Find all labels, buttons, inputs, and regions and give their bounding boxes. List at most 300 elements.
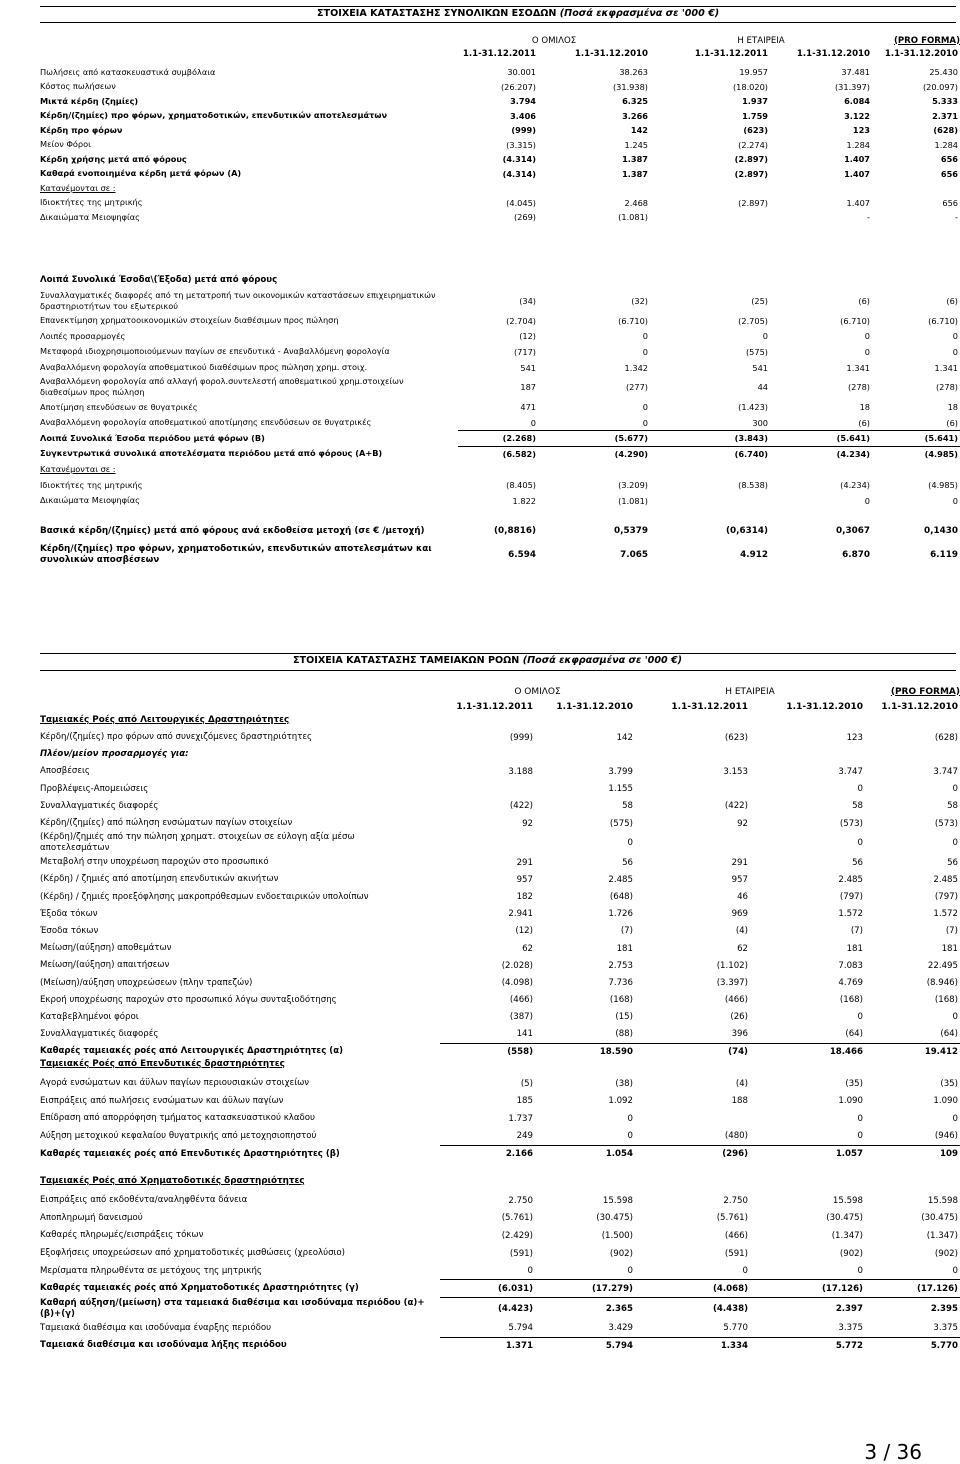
row-value: 38.263: [619, 67, 648, 78]
row-value: (4.985): [928, 480, 958, 491]
company-label: Η ΕΤΑΙΡΕΙΑ: [737, 35, 785, 46]
row-label: Εισπράξεις από εκδοθέντα/αναληφθέντα δάνεια: [40, 1195, 248, 1206]
cf-title-rule: [40, 670, 956, 671]
table-row: [0, 65, 960, 80]
row-value: 0: [642, 402, 648, 413]
row-value: (422): [724, 801, 748, 812]
table-row: [0, 906, 960, 923]
title-rule: [40, 22, 956, 23]
row-value: (26.207): [500, 81, 536, 92]
table-row: [0, 1075, 960, 1093]
row-value: 541: [752, 362, 768, 373]
row-value: [538, 462, 650, 478]
row-value: 15.598: [832, 1195, 863, 1206]
cf-proforma-label: (PRO FORMA): [890, 686, 960, 697]
row-value: (6.031): [440, 1280, 535, 1298]
row-value: (5.641): [872, 431, 960, 447]
row-label: Συναλλαγματικές διαφορές: [40, 1029, 159, 1040]
row-value: 5.333: [932, 96, 958, 107]
cf-period-row: [0, 699, 960, 714]
table-row: [0, 1210, 960, 1228]
row-value: 2.397: [750, 1298, 865, 1320]
table-row: [0, 781, 960, 798]
row-value: (6.710): [618, 315, 648, 326]
row-value: 2.941: [508, 909, 533, 920]
row-value: 0: [642, 346, 648, 357]
row-value: (5.641): [770, 431, 872, 447]
row-value: (88): [615, 1029, 633, 1040]
table-row: [0, 1128, 960, 1146]
row-value: (1.081): [618, 495, 648, 506]
row-value: 0: [642, 417, 648, 428]
row-label: Καθαρή αύξηση/(μείωση) στα ταμειακά διαθέσιμα και ισοδύναμα περιόδου (α)+(β)+(γ): [40, 1297, 425, 1319]
row-value: 5.770: [865, 1337, 960, 1355]
row-label: Μεταβολή στην υποχρέωση παροχών στο προσωπικό: [40, 857, 269, 868]
row-value: 396: [731, 1029, 748, 1040]
table-row: [0, 313, 960, 329]
table-row: [0, 415, 960, 431]
row-value: 92: [737, 818, 748, 829]
row-value: 0: [952, 331, 958, 342]
row-value: (1.347): [831, 1230, 863, 1241]
row-value: [635, 746, 750, 763]
row-label: Ιδιοκτήτες της μητρικής: [40, 479, 143, 490]
period-header: 1.1-31.12.2010: [884, 48, 959, 59]
row-value: 1.822: [512, 495, 536, 506]
row-value: [440, 746, 535, 763]
row-value: (6): [946, 296, 958, 306]
cf-group-label: Ο ΟΜΙΛΟΣ: [514, 686, 561, 697]
row-label: (Κέρδη)/ζημιές από την πώληση χρηματ. στοιχείων σε εύλογη αξία μέσω αποτελεσμάτων: [40, 832, 355, 854]
row-value: 185: [516, 1096, 533, 1107]
row-value: 142: [616, 732, 633, 743]
ebitda-value: 7.065: [620, 550, 648, 560]
row-value: 1.387: [622, 154, 648, 165]
row-value: 181: [846, 943, 863, 954]
row-value: 0: [527, 1265, 533, 1276]
operating-table: [0, 729, 960, 1060]
row-label: Εκροή υποχρέωσης παροχών στο προσωπικό λόγω συνταξιοδότησης: [40, 994, 337, 1005]
row-value: 656: [940, 154, 958, 165]
row-value: 957: [731, 874, 748, 885]
row-label: Ιδιοκτήτες της μητρικής: [40, 197, 143, 208]
table-row: [0, 399, 960, 415]
row-value: (2.028): [501, 960, 533, 971]
eps-value: 0,5379: [614, 526, 648, 536]
eps-value: (0,8816): [494, 526, 536, 536]
table-row: [0, 1298, 960, 1320]
row-value: 656: [942, 197, 958, 208]
row-value: (74): [635, 1043, 750, 1060]
row-value: 541: [520, 362, 536, 373]
row-value: (628): [934, 732, 958, 743]
row-value: 22.495: [927, 960, 958, 971]
row-label: Αποτίμηση επενδύσεων σε θυγατρικές: [40, 401, 198, 412]
row-value: [635, 781, 750, 798]
row-value: (26): [730, 1012, 748, 1023]
row-label: Επίδραση από απορρόφηση τμήματος κατασκευαστικού κλαδου: [40, 1113, 315, 1124]
row-value: 15.598: [602, 1195, 633, 1206]
row-label: Καθαρές ταμειακές ροές από Λειτουργικές Δραστηριότητες (α): [40, 1046, 344, 1057]
table-row: [0, 746, 960, 763]
row-value: (3.209): [618, 480, 648, 491]
row-value: (5.761): [501, 1213, 533, 1224]
row-label: Αγορά ενσώματων και άϋλων παγίων περιουσιακών στοιχείων: [40, 1078, 310, 1089]
row-value: 6.325: [622, 96, 648, 107]
table-row: [0, 1145, 960, 1163]
row-value: [770, 181, 872, 196]
row-value: 1.342: [624, 362, 648, 373]
row-value: (6): [858, 296, 870, 306]
row-value: 0: [742, 1265, 748, 1276]
row-value: 187: [520, 382, 536, 393]
cf-period-header: 1.1-31.12.2010: [556, 701, 634, 712]
row-value: (1.347): [926, 1230, 958, 1241]
row-value: 1.371: [440, 1337, 535, 1355]
row-value: 0: [857, 1012, 863, 1023]
period-header: 1.1-31.12.2011: [462, 48, 536, 59]
table-row: [0, 138, 960, 153]
row-value: (4.068): [635, 1280, 750, 1298]
row-value: 0: [627, 1113, 633, 1124]
row-value: 123: [846, 732, 863, 743]
row-value: 3.375: [933, 1323, 958, 1334]
row-value: 0: [627, 1131, 633, 1142]
row-value: (64): [940, 1029, 958, 1040]
row-value: (3.397): [716, 978, 748, 989]
table-row: [0, 152, 960, 167]
row-value: [635, 832, 750, 854]
row-value: 46: [737, 892, 748, 903]
row-value: 2.371: [932, 110, 958, 121]
row-value: (34): [519, 296, 536, 306]
row-value: (269): [513, 212, 536, 223]
row-value: (902): [934, 1248, 958, 1259]
table-row: [0, 798, 960, 815]
row-value: 1.407: [844, 154, 870, 165]
row-value: 56: [947, 857, 958, 868]
row-value: 471: [520, 402, 536, 413]
table-row: [0, 109, 960, 124]
row-value: 58: [852, 801, 863, 812]
row-value: 1.759: [742, 110, 768, 121]
row-value: 141: [516, 1029, 533, 1040]
row-value: 0: [857, 1265, 863, 1276]
row-value: -: [867, 212, 870, 223]
table-row: [0, 344, 960, 360]
row-value: (3.315): [506, 139, 536, 150]
row-value: -: [955, 212, 958, 223]
row-value: 1.334: [635, 1337, 750, 1355]
row-value: 3.153: [723, 766, 748, 777]
row-value: 123: [852, 125, 870, 136]
row-label: Εξοφλήσεις υποχρεώσεων από χρηματοδοτικές μισθώσεις (χρεολύσιο): [40, 1248, 346, 1259]
row-value: 181: [941, 943, 958, 954]
row-value: 0: [864, 331, 870, 342]
row-value: 0: [530, 417, 536, 428]
row-value: 3.747: [838, 766, 863, 777]
row-value: 1.284: [934, 139, 958, 150]
row-value: (35): [845, 1078, 863, 1089]
table-row: [0, 196, 960, 211]
row-value: 2.166: [440, 1145, 535, 1163]
oci-heading: Λοιπά Συνολικά Έσοδα\(Έξοδα) μετά από φόρους: [40, 275, 278, 285]
table-row: [0, 289, 960, 313]
row-value: (38): [615, 1078, 633, 1089]
table-row: [0, 974, 960, 991]
table-row: [0, 889, 960, 906]
row-value: (5.761): [716, 1213, 748, 1224]
row-value: (4): [735, 926, 748, 937]
row-value: 0: [864, 346, 870, 357]
operating-heading: Ταμειακές Ροές από Λειτουργικές Δραστηριότητες: [40, 715, 290, 725]
cf-period-header: 1.1-31.12.2011: [456, 701, 533, 712]
row-value: 2.395: [865, 1298, 960, 1320]
row-value: 2.485: [608, 874, 633, 885]
row-value: 6.084: [844, 96, 870, 107]
table-row: [0, 1337, 960, 1355]
table-row: [0, 1227, 960, 1245]
row-label: Κέρδη/(ζημίες) προ φόρων, χρηματοδοτικών, επενδυτικών αποτελεσμάτων: [40, 110, 388, 121]
row-value: 1.155: [608, 784, 633, 795]
row-value: (6): [858, 417, 870, 428]
row-value: (7): [620, 926, 633, 937]
row-label: Ταμειακά διαθέσιμα και ισοδύναμα έναρξης περιόδου: [40, 1322, 272, 1333]
row-value: (168): [934, 995, 958, 1006]
ebitda-value: 6.594: [508, 550, 536, 560]
row-value: 18.466: [750, 1043, 865, 1060]
row-label: (Κέρδη) / ζημιές από αποτίμηση επενδυτικών ακινήτων: [40, 874, 279, 885]
table-row: [0, 210, 960, 225]
row-value: 0: [952, 495, 958, 506]
cashflow-header: [0, 684, 960, 714]
row-value: 0: [952, 784, 958, 795]
row-value: 1.341: [934, 362, 958, 373]
row-value: 92: [522, 818, 533, 829]
row-value: (12): [519, 331, 536, 342]
row-value: 4.769: [838, 978, 863, 989]
row-value: [865, 746, 960, 763]
row-value: 7.736: [608, 978, 633, 989]
row-value: 1.057: [750, 1145, 865, 1163]
row-value: (2.704): [506, 315, 536, 326]
row-value: (466): [724, 995, 748, 1006]
row-label: Συγκεντρωτικά συνολικά αποτελέσματα περιόδου μετά από φόρους (Α+Β): [40, 448, 383, 459]
eps-table: [0, 520, 960, 568]
row-value: (999): [509, 732, 533, 743]
row-value: (4.423): [440, 1298, 535, 1320]
row-value: 1.341: [846, 362, 870, 373]
table-row: [0, 167, 960, 182]
row-value: 0: [857, 1131, 863, 1142]
row-value: (4.314): [502, 168, 536, 179]
row-label: Εισπράξεις από πωλήσεις ενσώματων και άϋλων παγίων: [40, 1095, 284, 1106]
row-value: 2.485: [933, 874, 958, 885]
row-value: (623): [743, 125, 768, 136]
row-value: (17.126): [750, 1280, 865, 1298]
row-label: Καθαρές ταμειακές ροές από Επενδυτικές Δραστηριότητες (β): [40, 1148, 340, 1159]
row-value: 291: [516, 857, 533, 868]
row-value: (278): [847, 382, 870, 393]
row-value: (5.677): [538, 431, 650, 447]
row-value: 969: [731, 909, 748, 920]
row-value: (7): [945, 926, 958, 937]
row-value: (999): [511, 125, 536, 136]
table-row: [0, 1110, 960, 1128]
eps-value: (0,6314): [726, 526, 768, 536]
row-value: (30.475): [596, 1213, 633, 1224]
row-label: Αύξηση μετοχικού κεφαλαίου θυγατρικής από μετοχησιοπηστού: [40, 1131, 317, 1142]
row-value: [458, 462, 538, 478]
row-value: (1.500): [601, 1230, 633, 1241]
row-value: (1.423): [738, 402, 768, 413]
cf-period-header: 1.1-31.12.2011: [671, 701, 749, 712]
row-value: 1.092: [608, 1096, 633, 1107]
row-value: [440, 832, 535, 854]
table-row: [0, 431, 960, 447]
row-value: (4.234): [770, 446, 872, 462]
row-value: (902): [609, 1248, 633, 1259]
income-table: [0, 65, 960, 225]
table-row: [0, 832, 960, 854]
financing-heading: Ταμειακές Ροές από Χρηματοδοτικές δραστηριότητες: [40, 1176, 305, 1186]
row-value: 109: [865, 1145, 960, 1163]
row-value: 18.590: [535, 1043, 635, 1060]
row-value: (422): [509, 801, 533, 812]
table-row: [0, 360, 960, 376]
row-value: (1.081): [618, 212, 648, 223]
row-value: 181: [616, 943, 633, 954]
row-value: (2.429): [501, 1230, 533, 1241]
row-value: (4.438): [635, 1298, 750, 1320]
row-label: Μείωση/(αύξηση) αποθεμάτων: [40, 943, 172, 954]
row-value: 1.407: [844, 168, 870, 179]
row-value: (30.475): [921, 1213, 958, 1224]
row-value: (575): [745, 346, 768, 357]
row-value: (1.102): [716, 960, 748, 971]
row-value: (5): [520, 1078, 533, 1089]
row-label: Καθαρές ταμειακές ροές από Χρηματοδοτικές Δραστηριότητες (γ): [40, 1283, 359, 1294]
row-value: 1.572: [838, 909, 863, 920]
row-label: Δικαιώματα Μειοψηφίας: [40, 211, 140, 222]
row-label: Αναβαλλόμενη φορολογία από αλλαγή φορολ.συντελεστή αποθεματικού χρημ.στοιχείων διαθεσίμων προς πώληση: [40, 376, 404, 398]
row-value: (2.897): [734, 154, 768, 165]
row-label: Κέρδη προ φόρων: [40, 124, 123, 135]
row-label: Έξοδα τόκων: [40, 908, 98, 919]
row-value: [650, 493, 770, 509]
period-header: 1.1-31.12.2011: [694, 48, 769, 59]
row-value: [750, 746, 865, 763]
row-value: 19.957: [739, 67, 768, 78]
row-value: (20.097): [922, 81, 958, 92]
row-value: (466): [724, 1230, 748, 1241]
row-value: 0: [952, 346, 958, 357]
row-value: 0: [952, 838, 958, 849]
row-label: (Μείωση)/αύξηση υποχρεώσεων (πλην τραπεζών): [40, 977, 253, 988]
row-value: (2.897): [738, 197, 768, 208]
row-value: (277): [625, 382, 648, 393]
row-value: 62: [522, 943, 533, 954]
table-row: [0, 940, 960, 957]
row-value: 3.266: [622, 110, 648, 121]
row-label: Λοιπά Συνολικά Έσοδα περιόδου μετά φόρων (Β): [40, 432, 265, 443]
ebitda-value: 6.119: [930, 550, 958, 560]
row-value: (25): [751, 296, 768, 306]
row-value: (4.314): [502, 154, 536, 165]
period-row: [0, 47, 960, 60]
income-header: [0, 34, 960, 60]
row-value: 3.122: [844, 110, 870, 121]
row-value: 0: [952, 1012, 958, 1023]
row-value: 0: [864, 495, 870, 506]
row-value: 0: [857, 838, 863, 849]
row-value: (8.538): [738, 480, 768, 491]
row-label: Μερίσματα πληρωθέντα σε μετόχους της μητρικής: [40, 1265, 262, 1276]
row-value: 3.794: [510, 96, 536, 107]
row-value: (797): [839, 892, 863, 903]
row-label: Μείον Φόροι: [40, 139, 91, 150]
row-value: 44: [757, 382, 768, 393]
row-value: 2.750: [723, 1195, 748, 1206]
ebitda-value: 6.870: [842, 550, 870, 560]
row-value: [770, 462, 872, 478]
table-row: [0, 123, 960, 138]
row-label: Αναβαλλόμενη φορολογία αποθεματικού διαθέσιμων προς πώληση χρημ. στοιχ.: [40, 362, 368, 373]
row-label: Κόστος πωλήσεων: [40, 81, 116, 92]
row-value: 1.284: [846, 139, 870, 150]
oci-table: [0, 289, 960, 509]
row-value: (18.020): [732, 81, 768, 92]
row-value: (558): [440, 1043, 535, 1060]
row-value: (946): [934, 1131, 958, 1142]
row-label: Καταβεβλημένοι φόροι: [40, 1011, 139, 1022]
row-value: (387): [509, 1012, 533, 1023]
table-row: [0, 94, 960, 109]
page-number: 3 / 36: [864, 1440, 922, 1464]
row-value: (4.985): [872, 446, 960, 462]
top-rule: [40, 6, 956, 7]
row-value: [872, 181, 960, 196]
row-label: Λοιπές προσαρμογές: [40, 330, 126, 341]
table-row: [0, 1280, 960, 1298]
row-value: (31.938): [612, 81, 648, 92]
row-value: 58: [622, 801, 633, 812]
row-value: (31.397): [834, 81, 870, 92]
row-value: 3.406: [510, 110, 536, 121]
cf-company-label: Η ΕΤΑΙΡΕΙΑ: [725, 686, 775, 697]
row-label: Κέρδη/(ζημίες) προ φόρων από συνεχιζόμενες δραστηριότητες: [40, 732, 313, 743]
row-value: (591): [724, 1248, 748, 1259]
row-value: 58: [947, 801, 958, 812]
row-value: (797): [934, 892, 958, 903]
row-value: 62: [737, 943, 748, 954]
row-value: (6.582): [458, 446, 538, 462]
row-value: (4.098): [501, 978, 533, 989]
row-value: 3.188: [508, 766, 533, 777]
row-value: 300: [752, 417, 768, 428]
row-value: 3.747: [933, 766, 958, 777]
table-row: [0, 992, 960, 1009]
row-value: (17.126): [865, 1280, 960, 1298]
row-value: (4.290): [538, 446, 650, 462]
row-value: (32): [631, 296, 648, 306]
row-value: 56: [622, 857, 633, 868]
row-value: 15.598: [927, 1195, 958, 1206]
row-value: 249: [516, 1131, 533, 1142]
row-value: (168): [609, 995, 633, 1006]
row-value: (575): [609, 818, 633, 829]
row-label: Επανεκτίμηση χρηματοοικονομικών στοιχείων διαθέσιμων προς πώληση: [40, 315, 339, 326]
